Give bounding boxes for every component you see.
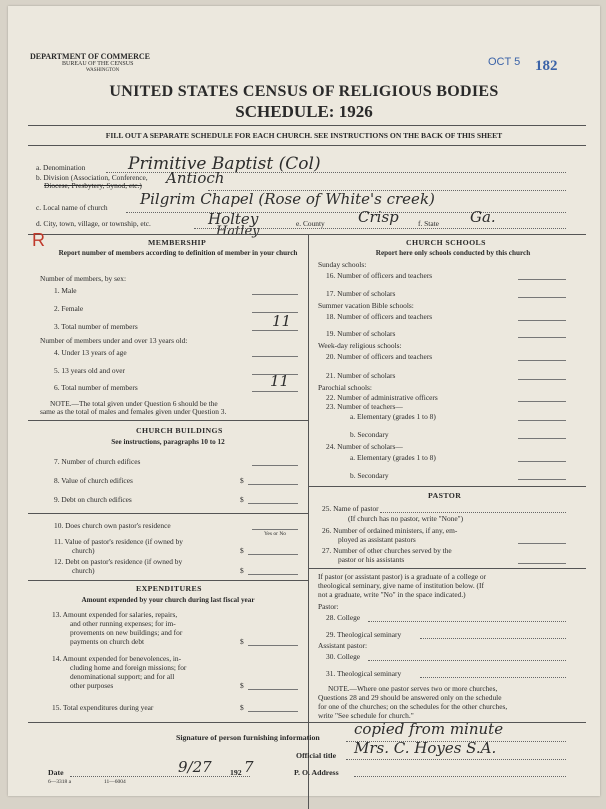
signature-value: copied from minute — [354, 720, 504, 738]
graduate-instr-3: not a graduate, write "No" in the space indicated.) — [318, 590, 466, 599]
q8-dollar: $ — [240, 476, 244, 485]
q9-label: 9. Debt on church edifices — [54, 495, 132, 504]
q22-label: 22. Number of administrative officers — [326, 393, 438, 402]
date-value: 9/27 — [178, 758, 212, 776]
pastor-note-2: Questions 28 and 29 should be answered only on the schedule — [318, 693, 502, 702]
q14-dollar: $ — [240, 681, 244, 690]
local-name-label: c. Local name of church — [36, 203, 108, 212]
pastor-note-1: NOTE.—Where one pastor serves two or more churches, — [328, 684, 498, 693]
q8-label: 8. Value of church edifices — [54, 476, 133, 485]
denomination-label: a. Denomination — [36, 163, 86, 172]
membership-note-2: same as the total of males and females given under Question 3. — [40, 407, 227, 416]
q6-total-label: 6. Total number of members — [54, 383, 138, 392]
q3-total-value: 11 — [272, 312, 292, 330]
q26-label: 26. Number of ordained ministers, if any, em- — [322, 526, 458, 535]
city-value: Holtey — [208, 210, 259, 228]
q3-total-label: 3. Total number of members — [54, 322, 138, 331]
q30-label: 30. College — [326, 652, 361, 661]
q25-label: 25. Name of pastor — [322, 504, 379, 513]
division-label: b. Division (Association, Conference, — [36, 173, 148, 182]
yes-no-hint: Yes or No — [264, 531, 287, 537]
buildings-heading: CHURCH BUILDINGS — [136, 426, 223, 435]
q25-note: (If church has no pastor, write "None") — [348, 514, 464, 523]
summer-schools-label: Summer vacation Bible schools: — [318, 301, 414, 310]
form-number: 6—3318 a — [48, 779, 72, 785]
q29-label: 29. Theological seminary — [326, 630, 402, 639]
q11-label-2: church) — [72, 546, 95, 555]
q14-label-2: cluding home and foreign missions; for — [70, 663, 187, 672]
membership-heading: MEMBERSHIP — [148, 238, 207, 247]
buildings-subheading: See instructions, paragraphs 10 to 12 — [111, 438, 225, 446]
q7-label: 7. Number of church edifices — [54, 457, 141, 466]
schedule-title: SCHEDULE: 1926 — [235, 102, 373, 121]
members-by-sex-label: Number of members, by sex: — [40, 274, 126, 283]
year-prefix: 192 — [230, 768, 242, 777]
q14-label-4: other purposes — [70, 681, 114, 690]
pastor-heading: PASTOR — [428, 491, 462, 500]
weekday-schools-label: Week-day religious schools: — [318, 341, 402, 350]
q2-female-label: 2. Female — [54, 304, 84, 313]
q11-dollar: $ — [240, 546, 244, 555]
parochial-schools-label: Parochial schools: — [318, 383, 372, 392]
graduate-instr-2: theological seminary, give name of institution below. (If — [318, 581, 484, 590]
state-value: Ga. — [470, 208, 496, 226]
signature-label: Signature of person furnishing information — [176, 733, 320, 742]
city-label: WASHINGTON — [86, 68, 120, 73]
q24a-label: a. Elementary (grades 1 to 8) — [350, 453, 436, 462]
q5-over13-label: 5. 13 years old and over — [54, 366, 126, 375]
received-date-stamp: OCT 5 — [488, 56, 521, 68]
q15-dollar: $ — [240, 703, 244, 712]
q17-label: 17. Number of scholars — [326, 289, 396, 298]
assistant-pastor-label: Assistant pastor: — [318, 641, 368, 650]
q1-male-label: 1. Male — [54, 286, 77, 295]
schools-heading: CHURCH SCHOOLS — [406, 238, 486, 247]
q23-label: 23. Number of teachers— — [326, 402, 403, 411]
membership-note-1: NOTE.—The total given under Question 6 should be the — [50, 399, 218, 408]
local-name-value: Pilgrim Chapel (Rose of White's creek) — [140, 190, 435, 208]
city-label: d. City, town, village, or township, etc. — [36, 219, 151, 228]
q14-label-1: 14. Amount expended for benevolences, in- — [52, 654, 182, 663]
q16-label: 16. Number of officers and teachers — [326, 271, 433, 280]
q4-under13-label: 4. Under 13 years of age — [54, 348, 127, 357]
q12-label-2: church) — [72, 566, 95, 575]
q12-dollar: $ — [240, 566, 244, 575]
q13-label-4: payments on church debt — [70, 637, 145, 646]
q13-label-1: 13. Amount expended for salaries, repairs, — [52, 610, 178, 619]
q21-label: 21. Number of scholars — [326, 371, 396, 380]
age-label: Number of members under and over 13 years old: — [40, 336, 188, 345]
pastor-sub-label: Pastor: — [318, 602, 339, 611]
q15-label: 15. Total expenditures during year — [52, 703, 154, 712]
pastor-note-4: write "See schedule for church." — [318, 711, 414, 720]
q6-total-value: 11 — [270, 372, 290, 390]
division-value: Antioch — [166, 169, 225, 187]
q20-label: 20. Number of officers and teachers — [326, 352, 433, 361]
q27-label-2: pastor or his assistants — [338, 555, 405, 564]
expenditures-heading: EXPENDITURES — [136, 584, 202, 593]
q24b-label: b. Secondary — [350, 471, 389, 480]
q14-label-3: denominational support; and for all — [70, 672, 175, 681]
q9-dollar: $ — [240, 495, 244, 504]
official-title-value: Mrs. C. Hoyes S.A. — [354, 739, 497, 757]
county-value: Crisp — [358, 208, 399, 226]
q12-label: 12. Debt on pastor's residence (if owned by — [54, 557, 183, 566]
city-value-alt: Hatley — [216, 224, 260, 239]
q11-label: 11. Value of pastor's residence (if owned by — [54, 537, 183, 546]
schools-subheading: Report here only schools conducted by this church — [375, 249, 531, 257]
state-label: f. State — [418, 219, 439, 228]
q13-dollar: $ — [240, 637, 244, 646]
q28-label: 28. College — [326, 613, 361, 622]
county-label: e. County — [296, 219, 325, 228]
q27-label: 27. Number of other churches served by the — [322, 546, 452, 555]
census-schedule-sheet — [8, 6, 600, 796]
q23b-label: b. Secondary — [350, 430, 389, 439]
department-label: DEPARTMENT OF COMMERCE — [30, 52, 151, 61]
denomination-value: Primitive Baptist (Col) — [128, 154, 321, 174]
expenditures-subheading: Amount expended by your church during last fiscal year — [81, 596, 255, 604]
red-r-mark: R — [32, 230, 45, 250]
instruction-line: FILL OUT A SEPARATE SCHEDULE FOR EACH CHURCH. SEE INSTRUCTIONS ON THE BACK OF THIS SHEET — [105, 131, 503, 140]
graduate-instr-1: If pastor (or assistant pastor) is a graduate of a college or — [318, 572, 487, 581]
q13-label-3: provements on new buildings; and for — [70, 628, 183, 637]
stamp-number: 182 — [535, 58, 558, 74]
bureau-label: BUREAU OF THE CENSUS — [62, 61, 134, 67]
po-address-label: P. O. Address — [294, 768, 339, 777]
q23a-label: a. Elementary (grades 1 to 8) — [350, 412, 436, 421]
pastor-note-3: for one of the churches; on the schedules for the other churches, — [318, 702, 508, 711]
official-title-label: Official title — [296, 751, 337, 760]
q19-label: 19. Number of scholars — [326, 329, 396, 338]
year-value: 7 — [244, 758, 254, 776]
q24-label: 24. Number of scholars— — [326, 442, 403, 451]
q18-label: 18. Number of officers and teachers — [326, 312, 433, 321]
q31-label: 31. Theological seminary — [326, 669, 402, 678]
date-label: Date — [48, 768, 64, 777]
q10-label: 10. Does church own pastor's residence — [54, 521, 171, 530]
q26-label-2: ployed as assistant pastors — [338, 535, 416, 544]
form-number-2: 11—6004 — [104, 779, 126, 785]
membership-subheading: Report number of members according to definition of member in your church — [58, 249, 298, 257]
division-label-2: Diocese, Presbytery, Synod, etc.) — [44, 181, 142, 190]
document-title: UNITED STATES CENSUS OF RELIGIOUS BODIES — [109, 83, 499, 100]
q13-label-2: and other running expenses; for im- — [70, 619, 176, 628]
sunday-schools-label: Sunday schools: — [318, 260, 367, 269]
